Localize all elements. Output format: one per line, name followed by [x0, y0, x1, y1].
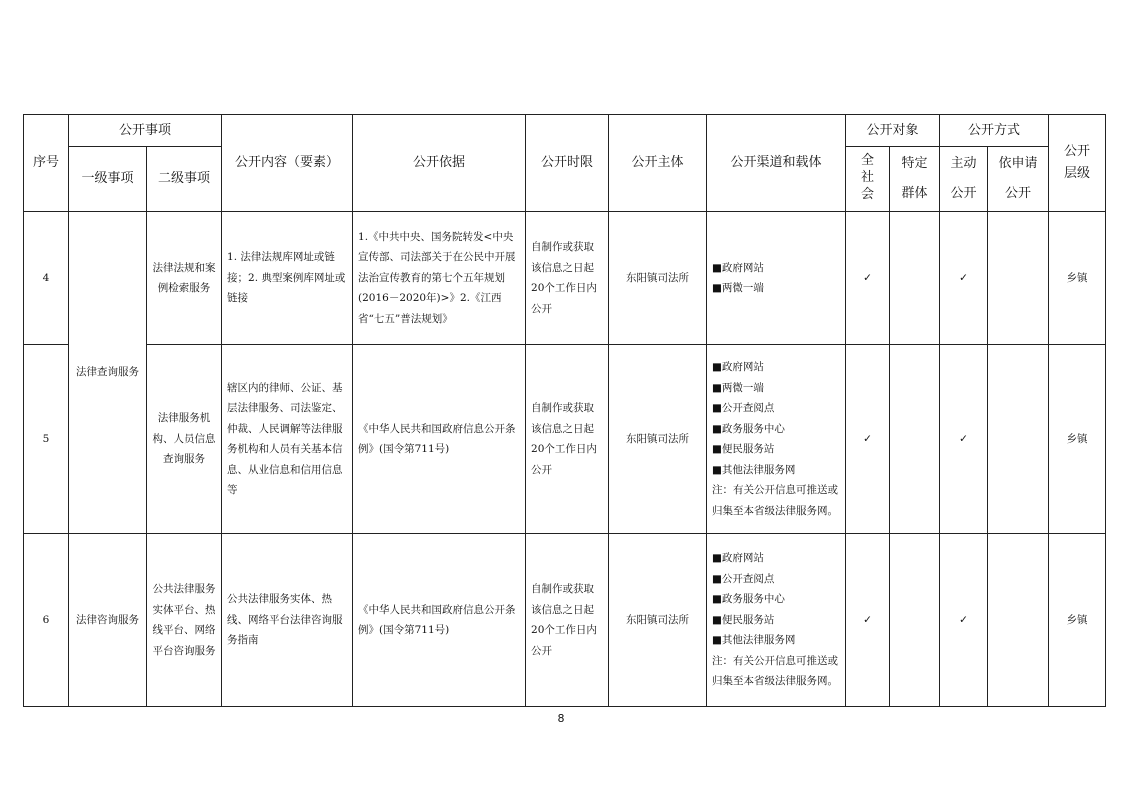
row-channels: [707, 345, 846, 534]
channel-item: ■其他法律服务网: [712, 463, 796, 476]
header-level1: 一级事项: [69, 147, 147, 212]
row-seq: 5: [24, 345, 69, 534]
header-method-apply-line1: 依申请: [998, 156, 1038, 171]
table-row: [24, 534, 1106, 707]
channel-item: ■政务服务中心: [712, 593, 785, 606]
row-level1: 法律咨询服务: [69, 534, 147, 707]
header-level-line2: 层级: [1064, 166, 1091, 181]
header-target-specific-line1: 特定: [901, 156, 928, 171]
row-content: 辖区内的律师、公证、基层法律服务、司法鉴定、仲裁、人民调解等法律服务机构和人员有关基本信息、从业信息和信用信息等: [222, 345, 353, 534]
row-subject: 东阳镇司法所: [609, 345, 707, 534]
channel-item: ■政府网站: [712, 361, 764, 373]
row-active-check: ✓: [940, 212, 988, 345]
row-all-society-check: ✓: [846, 534, 890, 707]
row-channels: [707, 212, 846, 345]
row-all-society-check: ✓: [846, 212, 890, 345]
channel-item: ■两微一端: [712, 381, 764, 394]
row-time-limit: 自制作或获取该信息之日起20个工作日内公开: [526, 534, 609, 707]
row-subject: 东阳镇司法所: [609, 212, 707, 345]
row-level: 乡镇: [1049, 212, 1106, 345]
header-basis: 公开依据: [353, 115, 526, 212]
row-all-society-check: ✓: [846, 345, 890, 534]
header-level2: 二级事项: [147, 147, 222, 212]
row-seq: 6: [24, 534, 69, 707]
header-method-group: 公开方式: [940, 115, 1049, 147]
header-method-active-line1: 主动: [950, 156, 977, 171]
row-specific-check: [890, 534, 940, 707]
header-method-apply-line2: 公开: [1005, 186, 1032, 201]
channel-note: 注：有关公开信息可推送或归集至本省级法律服务网。: [712, 654, 839, 688]
row-specific-check: [890, 212, 940, 345]
header-target-group: 公开对象: [846, 115, 940, 147]
row-apply-check: [988, 345, 1049, 534]
row-active-check: ✓: [940, 534, 988, 707]
header-target-all: [846, 147, 890, 212]
header-method-active: [940, 147, 988, 212]
header-seq: 序号: [24, 115, 69, 212]
header-method-apply: [988, 147, 1049, 212]
row-basis: 1.《中共中央、国务院转发<中央宣传部、司法部关于在公民中开展法治宣传教育的第七个五年规划(2016－2020年)>》2.《江西省“七五”普法规划》: [353, 212, 526, 345]
channel-item: ■便民服务站: [712, 443, 775, 455]
page-number: 8: [557, 712, 565, 725]
header-matter-group: 公开事项: [69, 115, 222, 147]
row-content: 1. 法律法规库网址或链接；2. 典型案例库网址或链接: [222, 212, 353, 345]
row-subject: 东阳镇司法所: [609, 534, 707, 707]
channel-item: ■公开查阅点: [712, 402, 775, 414]
row-active-check: ✓: [940, 345, 988, 534]
row-level2: 公共法律服务实体平台、热线平台、网络平台咨询服务: [147, 534, 222, 707]
row-seq: 4: [24, 212, 69, 345]
row-channels: [707, 534, 846, 707]
row-basis: 《中华人民共和国政府信息公开条例》(国令第711号): [353, 345, 526, 534]
row-content: 公共法律服务实体、热线、网络平台法律咨询服务指南: [222, 534, 353, 707]
row-level: 乡镇: [1049, 534, 1106, 707]
table-row: [24, 345, 1106, 534]
row-level2: 法律法规和案例检索服务: [147, 212, 222, 345]
table-row: [24, 212, 1106, 345]
header-level: [1049, 115, 1106, 212]
channel-note: 注：有关公开信息可推送或归集至本省级法律服务网。: [712, 484, 839, 517]
header-content: 公开内容（要素）: [222, 115, 353, 212]
row-time-limit: 自制作或获取该信息之日起20个工作日内公开: [526, 212, 609, 345]
header-time-limit: 公开时限: [526, 115, 609, 212]
header-target-specific: [890, 147, 940, 212]
row-level2: 法律服务机构、人员信息查询服务: [147, 345, 222, 534]
header-method-active-line2: 公开: [950, 186, 977, 201]
disclosure-table: [23, 114, 1106, 707]
header-target-specific-line2: 群体: [901, 186, 928, 201]
header-level-line1: 公开: [1064, 144, 1091, 159]
row-level1: 法律查询服务: [69, 212, 147, 534]
header-channel: 公开渠道和载体: [707, 115, 846, 212]
row-level: 乡镇: [1049, 345, 1106, 534]
row-basis: 《中华人民共和国政府信息公开条例》(国令第711号): [353, 534, 526, 707]
channel-item: ■便民服务站: [712, 613, 775, 626]
channel-item: ■政务服务中心: [712, 422, 785, 435]
channel-item: ■政府网站: [712, 261, 764, 274]
channel-item: ■公开查阅点: [712, 572, 775, 585]
row-apply-check: [988, 212, 1049, 345]
channel-item: ■政府网站: [712, 552, 764, 565]
header-subject: 公开主体: [609, 115, 707, 212]
row-time-limit: 自制作或获取该信息之日起20个工作日内公开: [526, 345, 609, 534]
row-specific-check: [890, 345, 940, 534]
row-apply-check: [988, 534, 1049, 707]
header-target-all-text: 全社会: [861, 153, 875, 202]
channel-item: ■其他法律服务网: [712, 634, 796, 647]
channel-item: ■两微一端: [712, 282, 764, 294]
